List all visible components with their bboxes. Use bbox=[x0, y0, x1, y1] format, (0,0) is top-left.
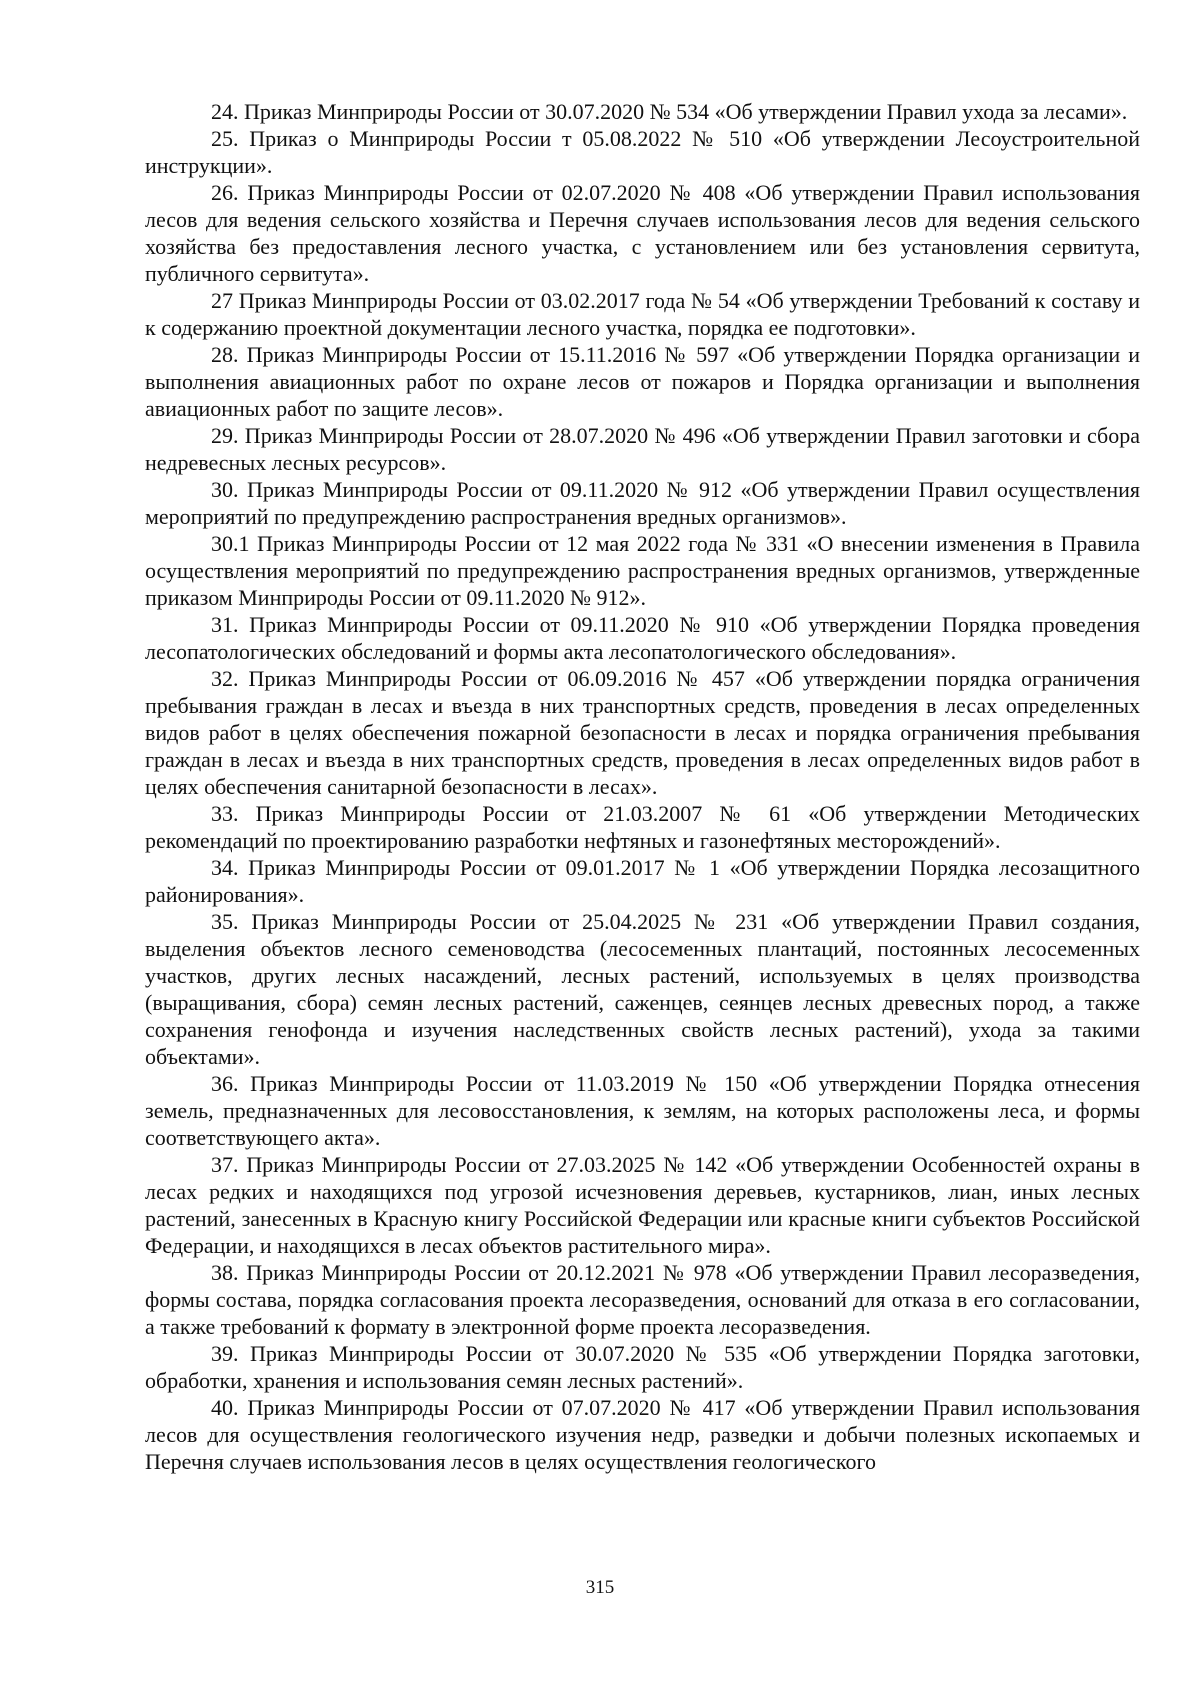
list-item: 30.1 Приказ Минприроды России от 12 мая 2022 года № 331 «О внесении изменения в Правила осуществления мероприятий по предупреждению распространения вредных организмов, утвержденные приказом Минприроды России от 09.11.2020 № 912». bbox=[145, 531, 1140, 610]
list-item: 31. Приказ Минприроды России от 09.11.2020 № 910 «Об утверждении Порядка проведения лесопатологических обследований и формы акта лесопатологического обследования». bbox=[145, 612, 1140, 664]
list-item: 27 Приказ Минприроды России от 03.02.2017 года № 54 «Об утверждении Требований к составу и к содержанию проектной документации лесного участка, порядка ее подготовки». bbox=[145, 288, 1140, 340]
list-item: 39. Приказ Минприроды России от 30.07.2020 № 535 «Об утверждении Порядка заготовки, обработки, хранения и использования семян лесных растений». bbox=[145, 1341, 1140, 1393]
list-item: 37. Приказ Минприроды России от 27.03.2025 № 142 «Об утверждении Особенностей охраны в лесах редких и находящихся под угрозой исчезновения деревьев, кустарников, лиан, иных лесных растений, занесенных в Красную книгу Российской Федерации или красные книги субъектов Российской Федерации, и находящихся в лесах объектов растительного мира». bbox=[145, 1152, 1140, 1258]
list-item: 35. Приказ Минприроды России от 25.04.2025 № 231 «Об утверждении Правил создания, выделения объектов лесного семеноводства (лесосеменных плантаций, постоянных лесосеменных участков, других лесных насаждений, лесных растений, используемых в целях производства (выращивания, сбора) семян лесных растений, саженцев, сеянцев лесных древесных пород, а также сохранения генофонда и изучения наследственных свойств лесных растений), ухода за такими объектами». bbox=[145, 909, 1140, 1069]
list-item: 32. Приказ Минприроды России от 06.09.2016 № 457 «Об утверждении порядка ограничения пребывания граждан в лесах и въезда в них транспортных средств, проведения в лесах определенных видов работ в целях обеспечения пожарной безопасности в лесах и порядка ограничения пребывания граждан в лесах и въезда в них транспортных средств, проведения в лесах определенных видов работ в целях обеспечения санитарной безопасности в лесах». bbox=[145, 666, 1140, 799]
list-item: 34. Приказ Минприроды России от 09.01.2017 № 1 «Об утверждении Порядка лесозащитного районирования». bbox=[145, 855, 1140, 907]
list-item: 26. Приказ Минприроды России от 02.07.2020 № 408 «Об утверждении Правил использования лесов для ведения сельского хозяйства и Перечня случаев использования лесов для ведения сельского хозяйства без предоставления лесного участка, с установлением или без установления сервитута, публичного сервитута». bbox=[145, 180, 1140, 286]
list-item: 29. Приказ Минприроды России от 28.07.2020 № 496 «Об утверждении Правил заготовки и сбора недревесных лесных ресурсов». bbox=[145, 423, 1140, 475]
list-item: 28. Приказ Минприроды России от 15.11.2016 № 597 «Об утверждении Порядка организации и выполнения авиационных работ по охране лесов от пожаров и Порядка организации и выполнения авиационных работ по защите лесов». bbox=[145, 342, 1140, 421]
list-item: 24. Приказ Минприроды России от 30.07.2020 № 534 «Об утверждении Правил ухода за лесами». bbox=[211, 99, 1128, 124]
document-body bbox=[145, 98, 1140, 1475]
list-item: 25. Приказ о Минприроды России т 05.08.2022 № 510 «Об утверждении Лесоустроительной инструкции». bbox=[145, 126, 1140, 178]
list-item: 30. Приказ Минприроды России от 09.11.2020 № 912 «Об утверждении Правил осуществления мероприятий по предупреждению распространения вредных организмов». bbox=[145, 477, 1140, 529]
list-item: 33. Приказ Минприроды России от 21.03.2007 № 61 «Об утверждении Методических рекомендаций по проектированию разработки нефтяных и газонефтяных месторождений». bbox=[145, 801, 1140, 853]
list-item: 40. Приказ Минприроды России от 07.07.2020 № 417 «Об утверждении Правил использования лесов для осуществления геологического изучения недр, разведки и добычи полезных ископаемых и Перечня случаев использования лесов в целях осуществления геологического bbox=[145, 1395, 1140, 1474]
page-number: 315 bbox=[585, 1577, 615, 1598]
list-item: 36. Приказ Минприроды России от 11.03.2019 № 150 «Об утверждении Порядка отнесения земель, предназначенных для лесовосстановления, к землям, на которых расположены леса, и формы соответствующего акта». bbox=[145, 1071, 1140, 1150]
list-item: 38. Приказ Минприроды России от 20.12.2021 № 978 «Об утверждении Правил лесоразведения, формы состава, порядка согласования проекта лесоразведения, оснований для отказа в его согласовании, а также требований к формату в электронной форме проекта лесоразведения. bbox=[145, 1260, 1140, 1339]
